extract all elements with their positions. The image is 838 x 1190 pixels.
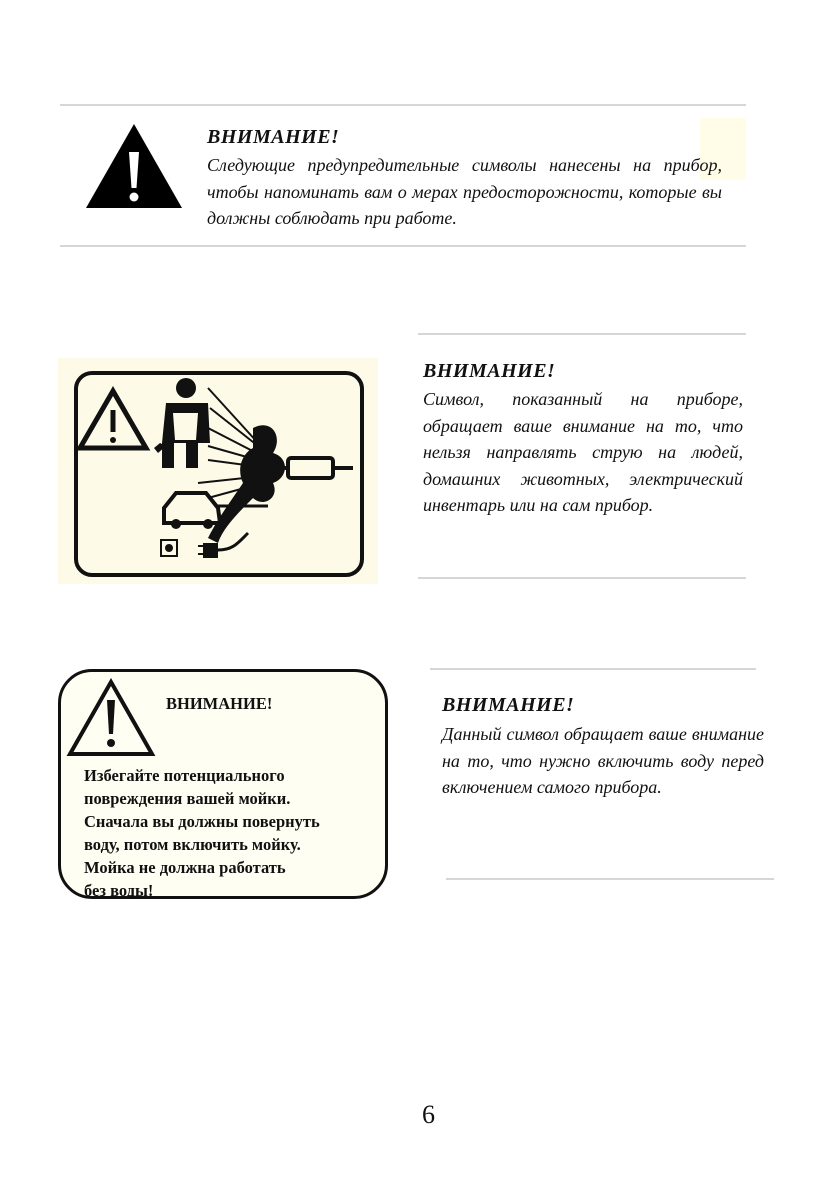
top-rule-3: [430, 668, 756, 670]
section2-text: Символ, показанный на приборе, обращает ваше внимание на то, что нельзя направлять струю на людей, домашних животных, электрический инвентарь или на сам прибор.: [423, 389, 743, 515]
section3-heading: ВНИМАНИЕ!: [442, 694, 575, 716]
top-rule-2: [418, 333, 746, 335]
box-title: ВНИМАНИЕ!: [166, 694, 273, 713]
section3-text: Данный символ обращает ваше внимание на то, что нужно включить воду перед включением самого прибора.: [442, 724, 764, 797]
bottom-rule-1: [60, 245, 746, 247]
bottom-rule-2: [418, 577, 746, 579]
no-spray-at-people-pictogram: [58, 358, 378, 584]
warning-triangle-icon: [84, 122, 184, 210]
bottom-rule-3: [446, 878, 774, 880]
warning-triangle-icon: [66, 678, 156, 758]
section2-heading: ВНИМАНИЕ!: [423, 360, 556, 382]
top-rule-1: [60, 104, 746, 106]
page-number: 6: [422, 1100, 435, 1129]
section1-heading: ВНИМАНИЕ!: [207, 126, 340, 148]
section1-text: Следующие предупредительные символы нанесены на прибор, чтобы напоминать вам о мерах предосторожности, которые вы должны соблюдать при работе.: [207, 155, 722, 228]
box-text: Избегайте потенциального повреждения вашей мойки. Сначала вы должны повернуть воду, потом включить мойку. Мойка не должна работать без воды!: [84, 766, 320, 900]
